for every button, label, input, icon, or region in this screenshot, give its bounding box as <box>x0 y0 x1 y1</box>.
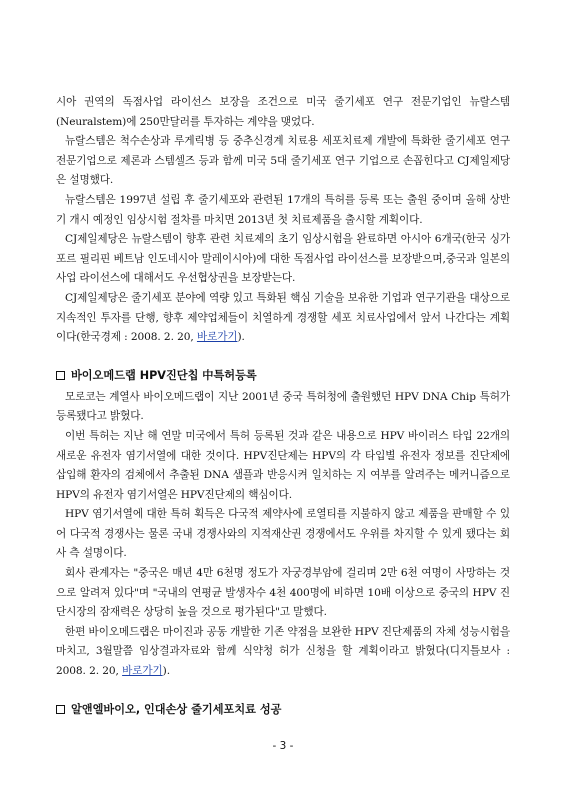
section-heading <box>56 366 510 386</box>
paragraph-text: CJ제일제당은 줄기세포 분야에 역량 있고 특화된 핵심 기술을 보유한 기업과 연구기관을 대상으로 지속적인 투자를 단행, 향후 제약업체들이 치열하게 경쟁할 세포 치료사업에서 앞서 나간다는 계획이다(한국경제 : 2008. 2. 20, <box>56 291 510 344</box>
checkbox-square-icon <box>56 371 65 380</box>
paragraph-end: ). <box>162 665 170 678</box>
paragraph: 이번 특허는 지난 해 연말 미국에서 특허 등록된 것과 같은 내용으로 HPV 바이러스 타입 22개의 새로운 유전자 염기서열에 대한 것이다. HPV진단제는 HPV의 각 타입별 유전자 정보를 진단제에 삽입해 환자의 검체에서 추출된 DNA 샘플과 반응시켜 일치하는 지 여부를 알려주는 메커니즘으로 HPV의 유전자 염기서열은 HPV진단제의 핵심이다. <box>56 429 510 501</box>
source-link[interactable]: 바로가기 <box>196 331 238 344</box>
section-heading <box>56 700 510 720</box>
document-body <box>56 93 510 722</box>
paragraph: CJ제일제당은 뉴랄스템이 향후 관련 치료제의 초기 임상시험을 완료하면 아시아 6개국(한국 싱가포르 필리핀 베트남 인도네시아 말레이시아)에 대한 독점사업 라이선스를 보장받으며,중국과 일본의 사업 라이선스에 대해서도 우선협상권을 보장받는다. <box>56 233 510 285</box>
paragraph: HPV 염기서열에 대한 특허 획득은 다국적 제약사에 로열티를 지불하지 않고 제품을 판매할 수 있어 다국적 경쟁사는 물론 국내 경쟁사와의 지적재산권 경쟁에서도 우위를 차지할 수 있게 됐다는 회사 측 설명이다. <box>56 508 510 560</box>
paragraph <box>56 623 510 682</box>
section-heading-text: 알앤엘바이오, 인대손상 줄기세포치료 성공 <box>71 702 282 716</box>
paragraph: 시아 권역의 독점사업 라이선스 보장을 조건으로 미국 줄기세포 연구 전문기업인 뉴랄스템(Neuralstem)에 250만달러를 투자하는 계약을 맺었다. <box>56 96 510 128</box>
paragraph: 회사 관계자는 "중국은 매년 4만 6천명 정도가 자궁경부암에 걸리며 2만 6천 여명이 사망하는 것으로 알려져 있다"며 "국내의 연평균 발생자수 4천 400명에 비하면 10배 이상으로 중국의 HPV 진단시장의 잠재력은 상당히 높을 것으로 평가된다"고 말했다. <box>56 567 510 619</box>
page-number: - 3 - <box>272 740 294 752</box>
paragraph-text: 한편 바이오메드랩은 마이진과 공동 개발한 기존 약점을 보완한 HPV 진단제품의 자체 성능시험을 마치고, 3월말쯤 임상결과자료와 함께 식약청 허가 신청을 할 계획이라고 밝혔다(디지틀보사 : 2008. 2. 20, <box>56 625 510 678</box>
paragraph-end: ). <box>237 331 245 344</box>
source-link[interactable]: 바로가기 <box>122 665 163 678</box>
checkbox-square-icon <box>56 705 65 714</box>
section-heading-text: 바이오메드랩 HPV진단칩 中특허등록 <box>71 368 257 382</box>
paragraph <box>56 289 510 348</box>
paragraph: 뉴랄스템은 1997년 설립 후 줄기세포와 관련된 17개의 특허를 등록 또는 출원 중이며 올해 상반기 개시 예정인 임상시험 절차를 마치면 2013년 첫 치료제품을 출시할 계획이다. <box>56 193 510 226</box>
paragraph: 모로코는 계열사 바이오메드랩이 지난 2001년 중국 특허청에 출원했던 HPV DNA Chip 특허가 등록됐다고 밝혔다. <box>56 390 510 423</box>
paragraph: 뉴랄스템은 척수손상과 루게릭병 등 중추신경계 치료용 세포치료제 개발에 특화한 줄기세포 연구 전문기업으로 제론과 스템셀즈 등과 함께 미국 5대 줄기세포 연구 기업으로 손꼽힌다고 CJ제일제당은 설명했다. <box>56 135 510 187</box>
